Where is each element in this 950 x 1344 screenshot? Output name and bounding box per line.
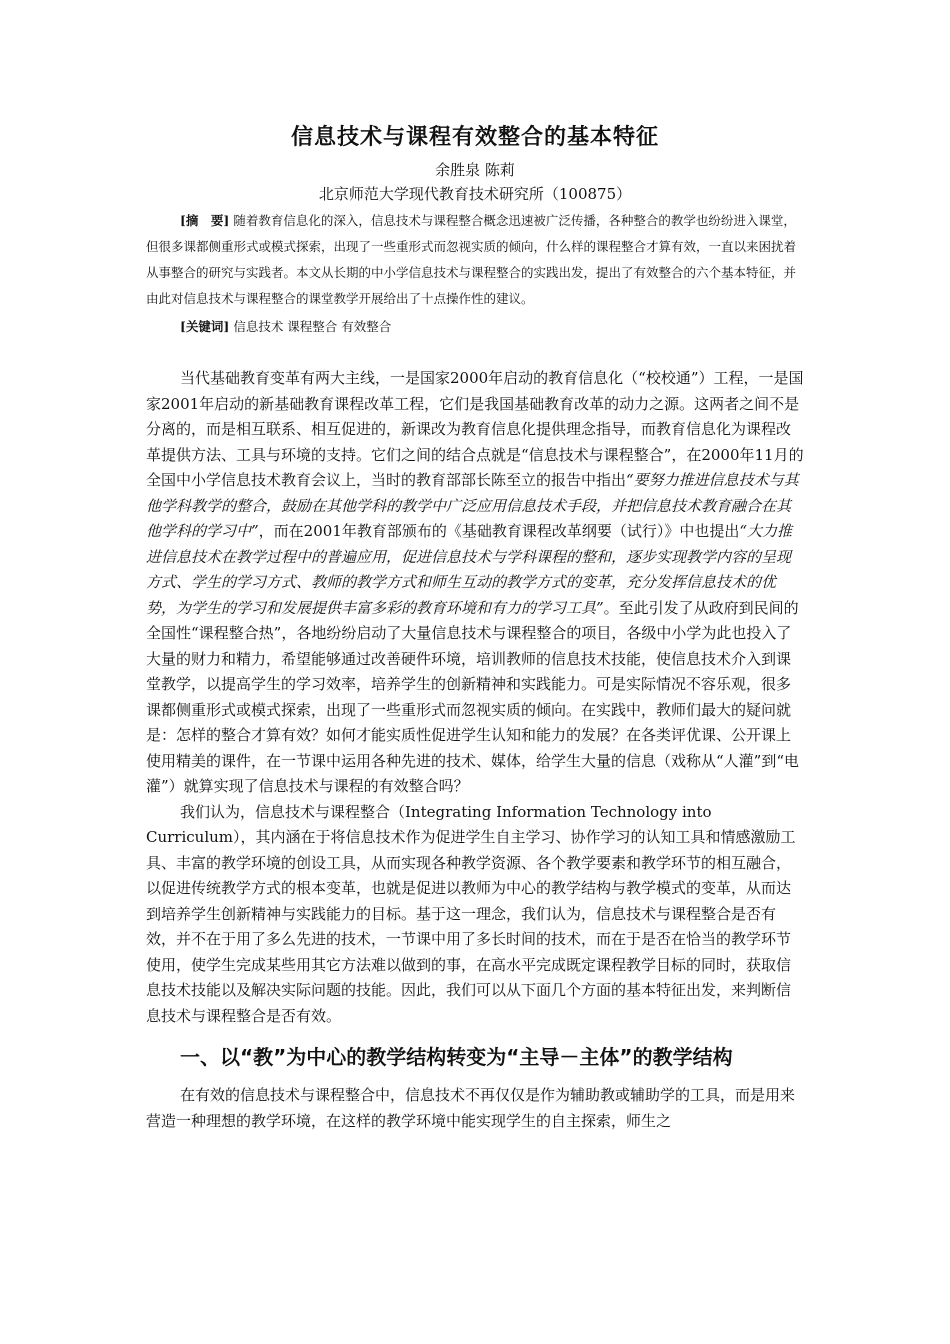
keywords-text: 信息技术 课程整合 有效整合 bbox=[233, 319, 392, 334]
paper-affiliation: 北京师范大学现代教育技术研究所（100875） bbox=[318, 185, 632, 203]
quote-1: “要努力推进信息技术与其他学科教学的整合，鼓励在其他学科的教学中广泛应用信息技术手段，并把信息技术教育融合在其他学科的学习中” bbox=[146, 471, 799, 540]
paragraph-1-part-1: 当代基础教育变革有两大主线，一是国家2000年启动的教育信息化（“校校通”）工程，一是国家2001年启动的新基础教育课程改革工程，它们是我国基础教育改革的动力之源。这两者之间不是分离的，而是相互联系、相互促进的，新课改为教育信息化提供理念指导，而教育信息化为课程改革提供方法、工具与环境的支持。它们之间的结合点就是“信息技术与课程整合”，在2000年11月的全国中小学信息技术教育会议上，当时的教育部部长陈至立的报告中指出 bbox=[146, 369, 804, 489]
body-paragraph-1 bbox=[146, 366, 804, 800]
paragraph-1-part-2: ，而在2001年教育部颁布的《基础教育课程改革纲要（试行）》中也提出 bbox=[258, 522, 740, 540]
keywords bbox=[146, 314, 804, 340]
quote-2: “大力推进信息技术在教学过程中的普遍应用，促进信息技术与学科课程的整和，逐步实现教学内容的呈现方式、学生的学习方式、教师的教学方式和师生互动的教学方式的变革，充分发挥信息技术的优势，为学生的学习和发展提供丰富多彩的教育环境和有力的学习工具” bbox=[146, 522, 793, 617]
paper-authors: 余胜泉 陈莉 bbox=[435, 161, 515, 179]
abstract bbox=[146, 208, 804, 312]
body-paragraph-2: 我们认为，信息技术与课程整合（Integrating Information Technology into Curriculum），其内涵在于将信息技术作为促进学生自主学习、协作学习的认知工具和情感激励工具、丰富的教学环境的创设工具，从而实现各种教学资源、各个教学要素和教学环节的相互融合，以促进传统教学方式的根本变革，也就是促进以教师为中心的教学结构与教学模式的变革，从而达到培养学生创新精神与实践能力的目标。基于这一理念，我们认为，信息技术与课程整合是否有效，并不在于用了多么先进的技术，一节课中用了多长时间的技术，而在于是否在恰当的教学环节使用，使学生完成某些用其它方法难以做到的事，在高水平完成既定课程教学目标的同时，获取信息技术技能以及解决实际问题的技能。因此，我们可以从下面几个方面的基本特征出发，来判断信息技术与课程整合是否有效。 bbox=[146, 802, 796, 1025]
paper-title: 信息技术与课程有效整合的基本特征 bbox=[290, 125, 659, 150]
section-1-heading: 一、以“教”为中心的教学结构转变为“主导－主体”的教学结构 bbox=[180, 1045, 733, 1069]
paragraph-1-part-3: 。至此引发了从政府到民间的全国性“课程整合热”，各地纷纷启动了大量信息技术与课程整合的项目，各级中小学为此也投入了大量的财力和精力，希望能够通过改善硬件环境，培训教师的信息技术技能，使信息技术介入到课堂教学，以提高学生的学习效率，培养学生的创新精神和实践能力。可是实际情况不容乐观，很多课都侧重形式或模式探索，出现了一些重形式而忽视实质的倾向。在实践中，教师们最大的疑问就是：怎样的整合才算有效？如何才能实质性促进学生认知和能力的发展？在各类评优课、公开课上使用精美的课件，在一节课中运用各种先进的技术、媒体，给学生大量的信息（戏称从“人灌”到“电灌”）就算实现了信息技术与课程的有效整合吗？ bbox=[146, 598, 800, 795]
keywords-label: [关键词] bbox=[180, 319, 230, 334]
abstract-label: [摘 要] bbox=[180, 213, 230, 228]
abstract-text: 随着教育信息化的深入，信息技术与课程整合概念迅速被广泛传播，各种整合的教学也纷纷进入课堂，但很多课都侧重形式或模式探索，出现了一些重形式而忽视实质的倾向，什么样的课程整合才算有效，一直以来困扰着从事整合的研究与实践者。本文从长期的中小学信息技术与课程整合的实践出发，提出了有效整合的六个基本特征，并由此对信息技术与课程整合的课堂教学开展给出了十点操作性的建议。 bbox=[146, 213, 797, 306]
section-1-paragraph: 在有效的信息技术与课程整合中，信息技术不再仅仅是作为辅助教或辅助学的工具，而是用来营造一种理想的教学环境，在这样的教学环境中能实现学生的自主探索，师生之 bbox=[146, 1086, 796, 1130]
